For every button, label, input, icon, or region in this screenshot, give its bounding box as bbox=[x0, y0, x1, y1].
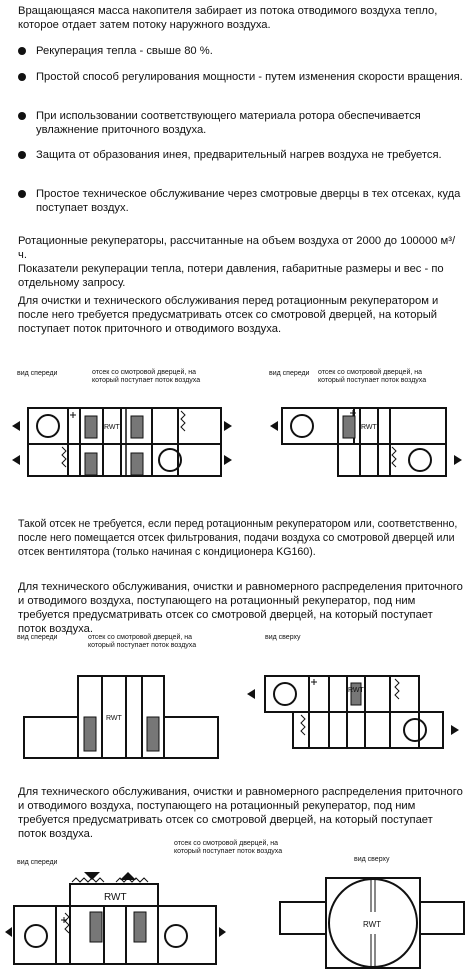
not-required-paragraph: Такой отсек не требуется, если перед ротационным рекуператором или, соответственно, после него помещается отсек фильтрования, подачи воздуха со смотровой дверцей или отсек вентилятора (только начиная с кондиционера KG160). bbox=[18, 518, 458, 558]
svg-text:RWT: RWT bbox=[106, 715, 122, 722]
unit-diagram-rotor-front bbox=[0, 860, 236, 971]
front-view-label: вид спереди bbox=[17, 370, 58, 377]
unit-diagram-rotor-top bbox=[260, 870, 471, 971]
maintenance-paragraph: Для технического обслуживания, очистки и равномерного распределения приточного и отводимого воздуха, поступающего на ротационный рекуператор, под ним требуется предусматривать отсек со смотровой дверцей, на который поступает поток воздуха. bbox=[18, 786, 463, 840]
door-note: отсек со смотровой дверцей, на который поступает поток воздуха bbox=[318, 369, 427, 384]
bullet-dot-icon bbox=[18, 47, 26, 55]
svg-text:RWT: RWT bbox=[104, 892, 127, 903]
bullet-item: Рекуперация тепла - свыше 80 %. bbox=[18, 44, 463, 58]
bullet-dot-icon bbox=[18, 190, 26, 198]
maintenance-paragraph: Для технического обслуживания, очистки и равномерного распределения приточного и отводимого воздуха, поступающего на ротационный рекуператор, под ним требуется предусматривать отсек со смотровой дверцей, на который поступает поток воздуха. bbox=[18, 581, 463, 635]
range-paragraph: Ротационные рекуператоры, рассчитанные на объем воздуха от 2000 до 100000 м³/ч. bbox=[18, 235, 456, 261]
top-view-label: вид сверху bbox=[265, 634, 301, 641]
bullet-item: Простой способ регулирования мощности - путем изменения скорости вращения. bbox=[18, 70, 463, 84]
intro-paragraph: Вращающаяся масса накопителя забирает из потока отводимого воздуха тепло, которое отдает затем потоку наружного воздуха. bbox=[18, 5, 438, 31]
bullet-dot-icon bbox=[18, 73, 26, 81]
door-note: отсек со смотровой дверцей, на который поступает поток воздуха bbox=[174, 840, 283, 855]
front-view-label: вид спереди bbox=[17, 859, 58, 866]
door-note: отсек со смотровой дверцей, на который поступает поток воздуха bbox=[88, 634, 197, 649]
top-view-label: вид сверху bbox=[354, 856, 390, 863]
bullet-item: Простое техническое обслуживание через смотровые дверцы в тех отсеках, куда поступает воздух. bbox=[18, 187, 463, 215]
svg-text:RWT: RWT bbox=[348, 687, 364, 694]
unit-diagram-front-right bbox=[250, 385, 471, 495]
svg-text:RWT: RWT bbox=[363, 920, 382, 929]
specs-paragraph: Показатели рекуперации тепла, потери давления, габаритные размеры и вес - по отдельному запросу. bbox=[18, 263, 444, 289]
cleaning-paragraph: Для очистки и технического обслуживания перед ротационным рекуператором и после него требуется предусматривать отсек со смотровой дверцей, на который поступает поток приточного и отводимого воздуха. bbox=[18, 295, 439, 335]
unit-diagram-stacked-front bbox=[0, 640, 236, 770]
bullet-dot-icon bbox=[18, 112, 26, 120]
svg-text:RWT: RWT bbox=[361, 424, 377, 431]
bullet-dot-icon bbox=[18, 151, 26, 159]
unit-diagram-front-left bbox=[0, 385, 236, 495]
bullet-item: При использовании соответствующего материала ротора обеспечивается увлажнение приточного воздуха. bbox=[18, 109, 463, 137]
door-note: отсек со смотровой дверцей, на который поступает поток воздуха bbox=[92, 369, 201, 384]
svg-text:RWT: RWT bbox=[104, 424, 120, 431]
front-view-label: вид спереди bbox=[269, 370, 310, 377]
bullet-item: Защита от образования инея, предварительный нагрев воздуха не требуется. bbox=[18, 148, 463, 162]
front-view-label: вид спереди bbox=[17, 634, 58, 641]
unit-diagram-stacked-top bbox=[235, 640, 471, 770]
